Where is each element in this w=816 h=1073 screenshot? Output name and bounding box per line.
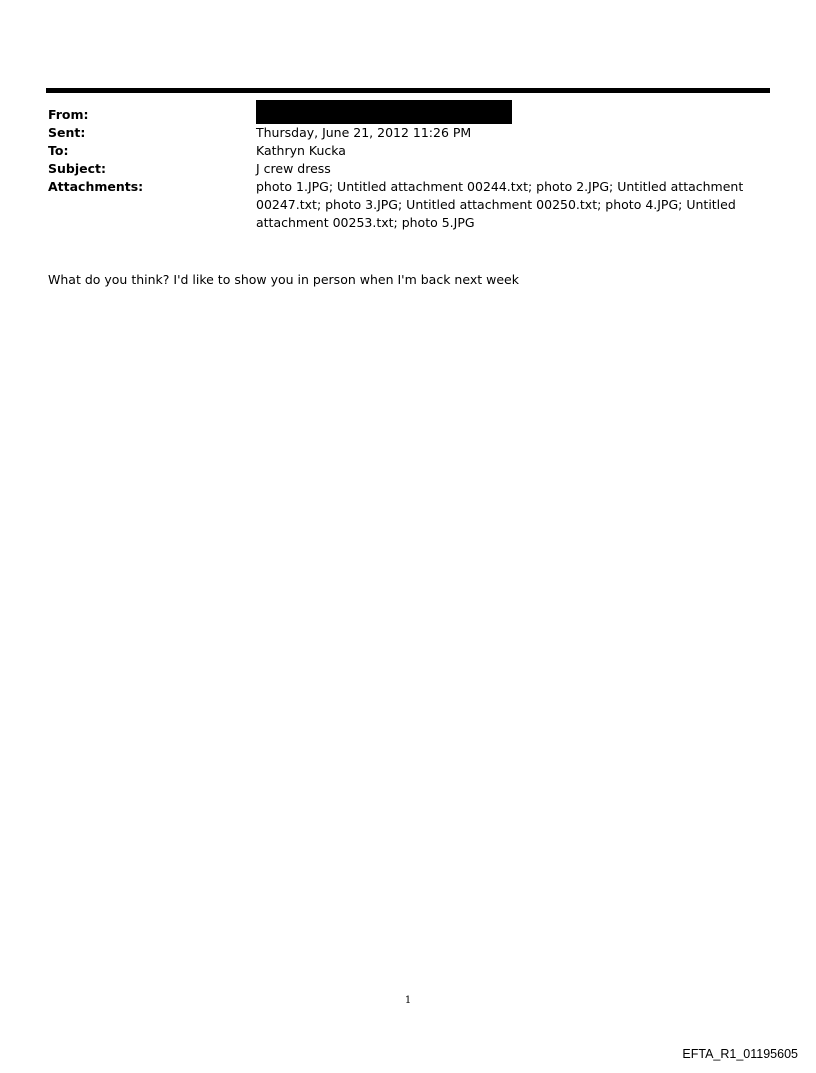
- subject-label: Subject:: [48, 161, 106, 176]
- attachments-row: [48, 178, 770, 232]
- to-value: Kathryn Kucka: [256, 143, 346, 158]
- email-body: What do you think? I'd like to show you in person when I'm back next week: [48, 272, 519, 287]
- sent-row: [48, 124, 770, 142]
- attachments-value: photo 1.JPG; Untitled attachment 00244.txt; photo 2.JPG; Untitled attachment 00247.txt; photo 3.JPG; Untitled attachment 00250.txt; photo 4.JPG; Untitled attachment 00253.txt; photo 5.JPG: [256, 179, 744, 230]
- sent-label: Sent:: [48, 125, 86, 140]
- redaction-box: [256, 100, 512, 124]
- sent-value: Thursday, June 21, 2012 11:26 PM: [256, 125, 472, 140]
- document-id: EFTA_R1_01195605: [682, 1047, 798, 1061]
- subject-row: [48, 160, 770, 178]
- email-header: [48, 100, 770, 232]
- header-rule: [46, 88, 770, 93]
- to-row: [48, 142, 770, 160]
- to-label: To:: [48, 143, 69, 158]
- page-number: 1: [404, 995, 412, 1006]
- subject-value: J crew dress: [256, 161, 331, 176]
- attachments-label: Attachments:: [48, 179, 144, 194]
- from-value: [256, 106, 770, 124]
- from-label: From:: [48, 107, 89, 122]
- from-row: [48, 100, 770, 124]
